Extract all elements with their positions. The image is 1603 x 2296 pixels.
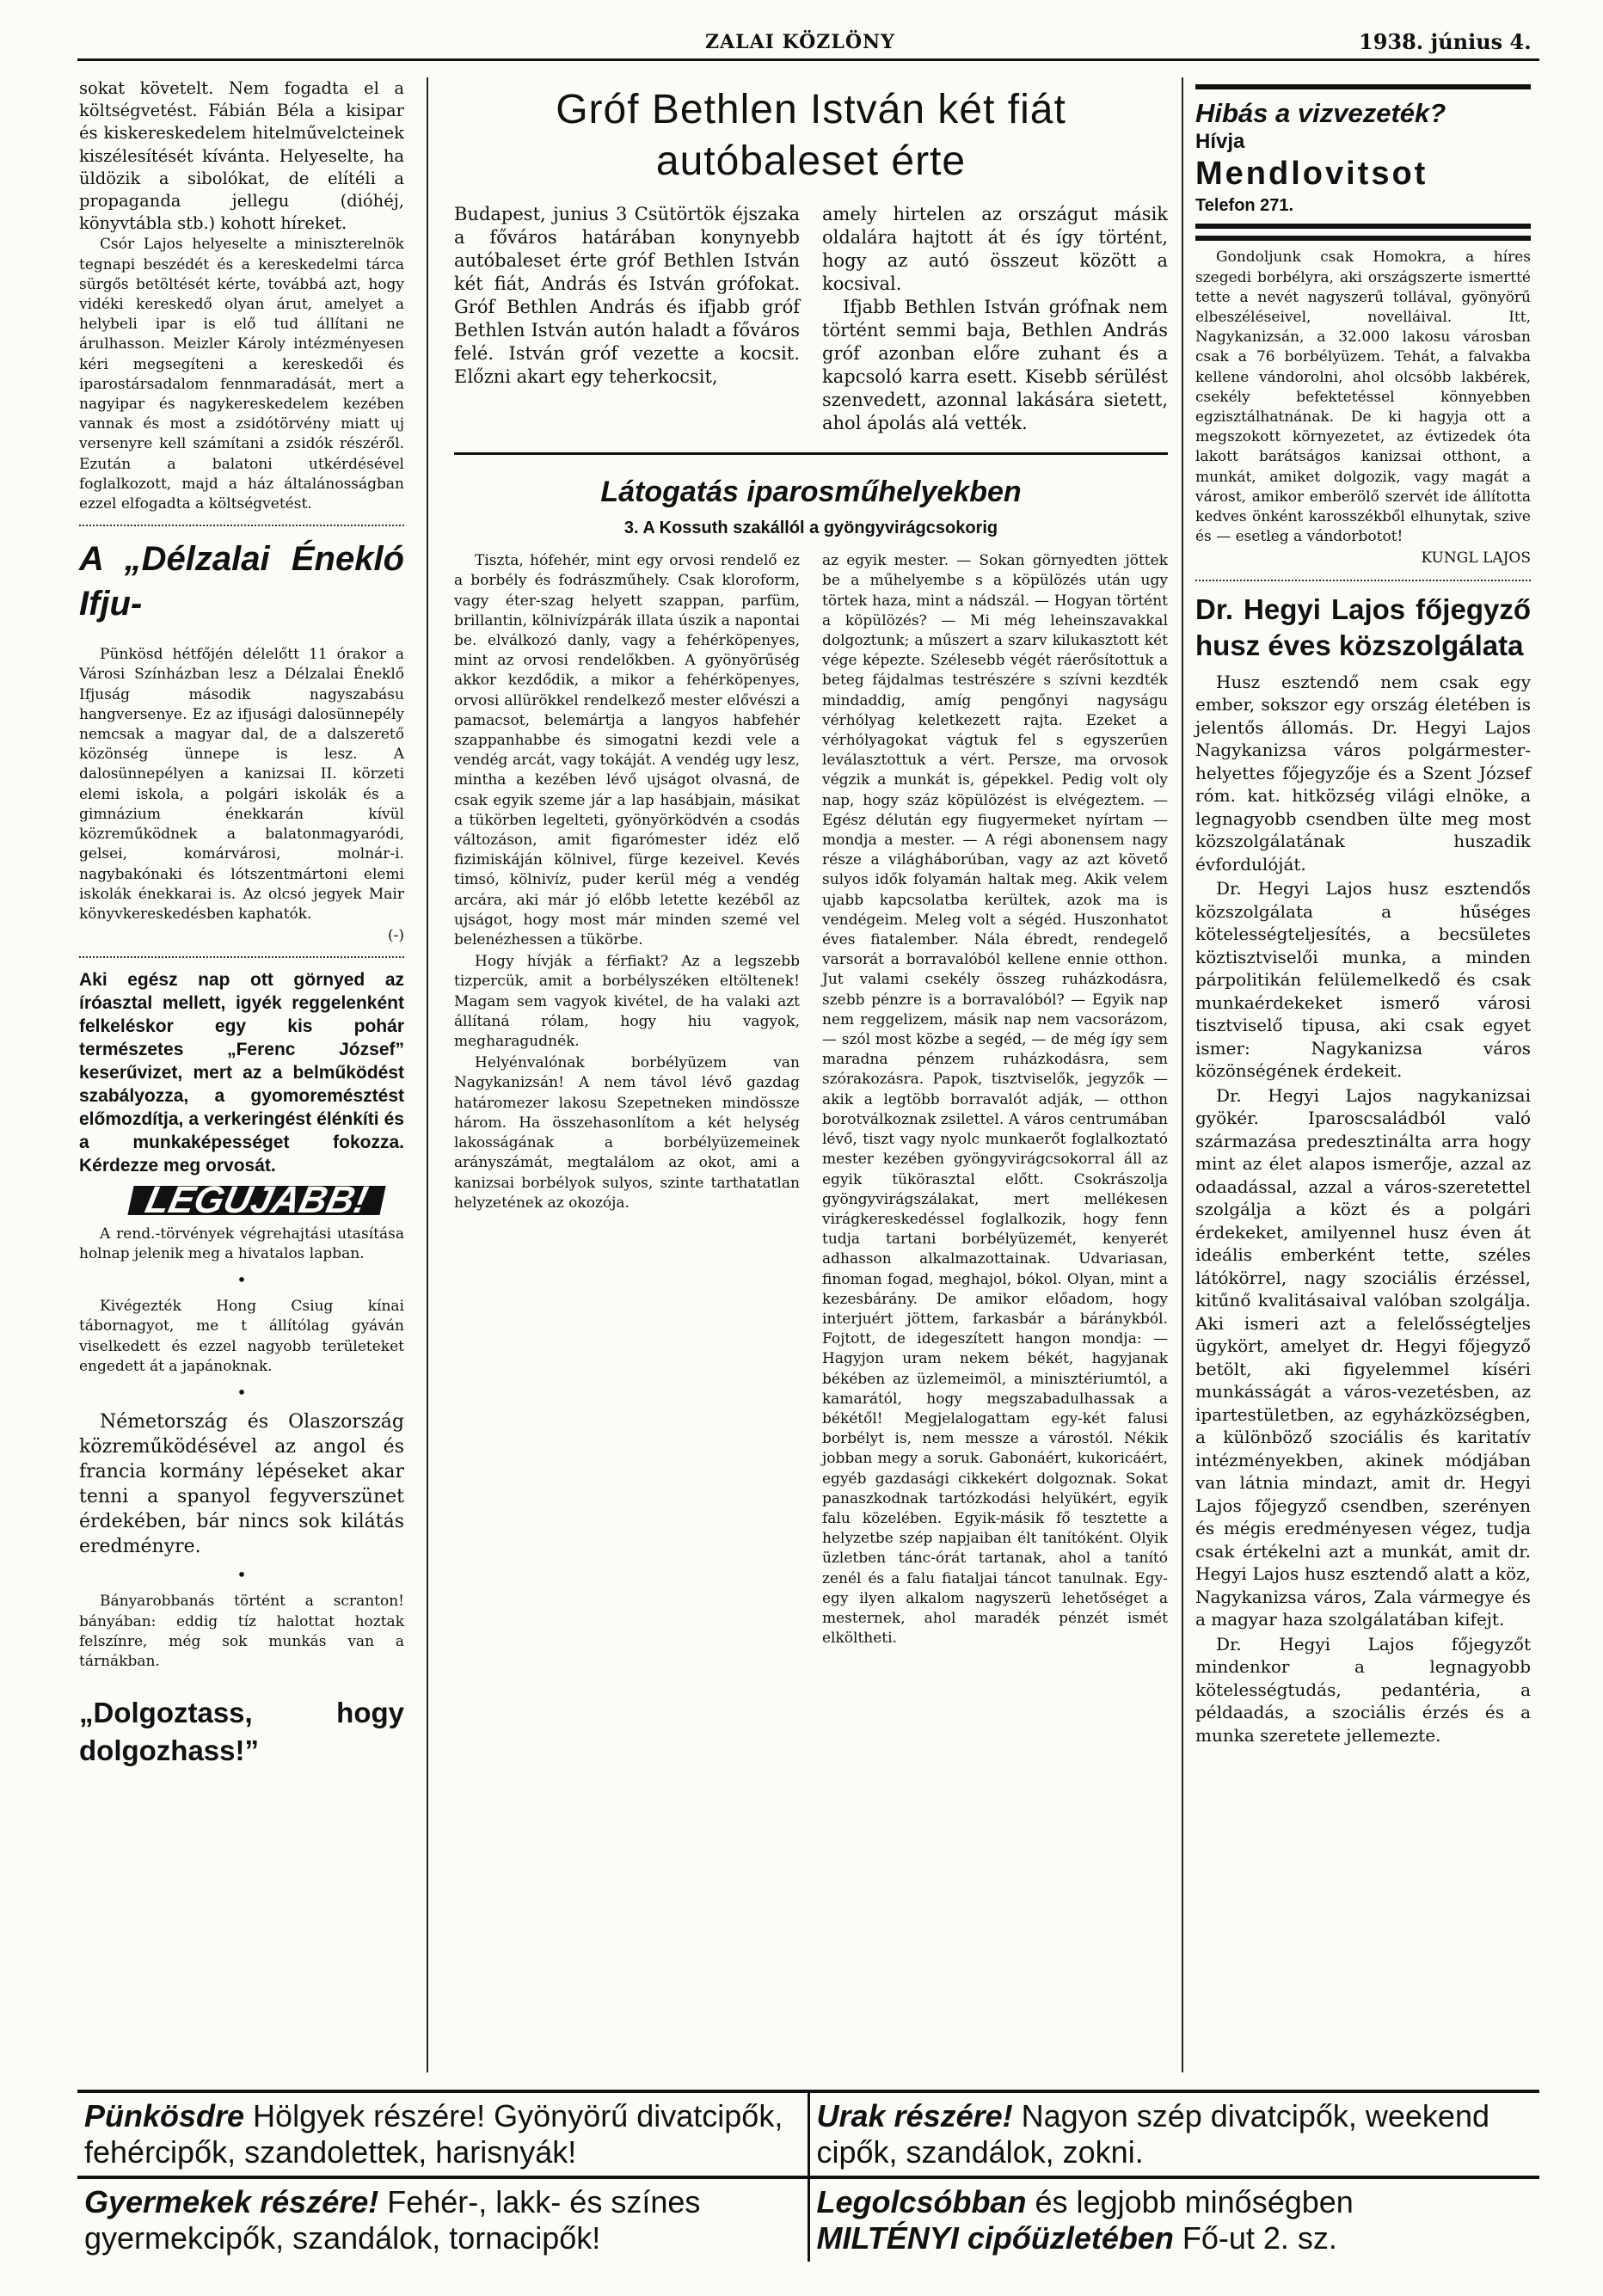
delzalai-article: Pünkösd hétfőjén délelőtt 11 órakor a Városi Színházban lesz a Délzalai Éneklő Ifjuság második nagyszabásu hangversenye. Ez az ifjusági dalosünnepély nemcsak a magyar dal, de a dalszerető közönség ünnepe is lesz. A dalosünnepélyen a kanizsai II. körzeti elemi iskola, a polgári iskolák és a gimnázium énekkarán kívül közreműködnek a balatonmagyaródi, gelsei, komárvárosi, molnár-i. nagybakónaki és lótszentmártoni elemi iskolák énekkarai is. Az olcsó jegyek Mair könyvkereskedésben kaphatók. <box>79 646 404 923</box>
divider <box>79 525 404 526</box>
issue-date: 1938. június 4. <box>1359 29 1532 54</box>
ad-miltenyi-shop: MILTÉNYI cipőüzletében <box>816 2220 1174 2256</box>
ad-miltenyi <box>810 2179 1540 2262</box>
bethlen-headline: Gróf Bethlen István két fiát autóbaleset érte <box>556 87 1066 184</box>
ad-children-key: Gyermekek részére! <box>84 2184 379 2219</box>
latogatas-left-1: Tiszta, hófehér, mint egy orvosi rendelő ez a borbély és fodrászműhely. Csak kloroform, vagy éter-szag helyett szappan, parfüm, brillantin, kölnivízpárák illata úszik a napontai be. elválkozó danly, vagy a fehérköpenyes, mint az orvosi rendelőkben. A gyönyörűség akkor kezdődik, a mikor a fehérköpenyes, orvosi allürökkel rendelkező mester elővészi a pamacsot, belemártja a langyos habfehér szappanhabbe és simogatni kezdi vele a vendég arcát, vagy tokáját. A vendég ugy lesz, mintha a kezében lévő ujságot olvasná, de csak egyik szeme jár a lap hasábjain, másikat a tükörben legelteti, gyönyörködvén a csodás változáson, amit figarómester idéz elő fizimiskáján kölnivel, fürge kezeivel. Kevés timsó, kölnivíz, puder kerül még a vendég arcára, aki már jó előbb letette kezéből az ujságot, hogy most már minden szemé vel belenézhessen a tükörbe. <box>454 552 800 949</box>
latogatas-article <box>454 551 1168 1648</box>
news-item: A rend.-törvények végrehajtási utasítása holnap jelenik meg a hivatalos lapban. <box>79 1225 404 1262</box>
ad-ladies-key: Pünkösdre <box>84 2098 245 2133</box>
ad-children-text: Fehér-, lakk- és színes gyermekcipők, szandálok, tornacipők! <box>84 2184 701 2256</box>
divider <box>1195 580 1531 581</box>
ad-men <box>810 2093 1540 2176</box>
vizvezetek-headline: Hibás a vizvezeték? <box>1195 98 1446 128</box>
latogatas-right: az egyik mester. — Sokan görnyedten jöttek be a műhelyembe s a köpülözés után ugy törtek haza, mint a nádszál. — Hogyan történt a köpülözés? — Mi még leheinszavakkal dolgoztunk; a műszert a szarv kilukasztott két vége képezte. Szélesebb végét ráerősítottuk a beteg fájdalmas testrészére s szívni kezdték mindaddig, amíg pengőnyi nagyságu vérhólyag keletkezett rajta. Ezeket a vérhólyagokat vágtuk fel s egyszerűen leválasztottuk a vért. Persze, ma orvosok végzik a munkát is, gépekkel. Pedig volt oly nap, hogy száz köpülözést is elvégeztem. — Egész délután egy fiugyermeket nyírtam — mondja a mester. — A régi abonensem nagy része a világháborúban, vagy az azt követő sulyos idők folyamán haltak meg. Akik velem ujabb kapcsolatba kerültek, azok ma is vendégeim. Meleg volt a ségéd. Huszonhatot éves fiatalember. Nála ébredt, rendegelő varsorát a borravalóból kellene ennie otthon. Jut valami csekély összeg ruházkodásra, szebb pénzre is a borravalóból? — Egyik nap nem reggelizem, másik nap nem vacsorázom, — szól most közbe a segéd, — de még így sem maradna pénzem ruházkodásra, sem szórakozásra. Papok, tisztviselők, jegyzők — akik a legtöbb borravalót adják, — otthon borotválkoznak zsilettel. A város centrumában lévő, tiszt vagy nyolc munkaerőt foglalkoztató mester kezében gyöngyvirágcsokorral áll az egyik tükörasztal előtt. Csokrászolja gyöngyvirágszálakat, mert mellékesen virágkereskedéssel foglalkozik, hogy fenn tudja tartani borbélyüzemét, kenyerét adhasson alkalmazottainak. Udvariasan, finoman fogad, meghajol, bókol. Olyan, mint a kezesbárány. De amikor előadom, hogy interjuért jöttem, farkasbár a báránykból. Fojtott, de idegeszített hangon mondja: — Hagyjon uram nekem békét, hagyjanak békében az üzlemeimöl, a minisztériumtól, a kamarától, hogy megszabadulhassak a békétől! Megjelalogattam egy-két falusi borbélyt is, nem messze a várostól. Nékik jobban megy a soruk. Gabonáért, kukoricáért, egyéb gazdasági cikkekért dolgoznak. Sokat panaszkodnak tartózkodási helyükért, egyik falu közelében. Egyik-másik fő tesztette a helyzetbe szép napjaiban élt tanítóként. Olyik üzletben tánc-órát tartanak, ahol a tanító zenél és a falu fiataljai táncot tanulnak. Egy-egy ilyen alkalom nagyszerü lehetőséget a mesternek, ahol maradék pénzét ismét elköltheti. <box>822 552 1168 1648</box>
latogatas-left-3: Helyénvalónak borbélyüzem van Nagykanizsán! A nem távol lévő gazdag határomezer lakosu Szepetneken mindössze három. Ha összehasonlítom a két helység lakosságának a borbélyüzemeinek arányszámát, megtalálom az okot, ami a kanizsai borbélyok sulyos, szinte tarthatatlan helyzetének az okozója. <box>454 1054 800 1212</box>
column-right <box>1195 77 1531 1748</box>
shoe-ads <box>77 2090 1539 2262</box>
budget-article-end: sokat követelt. Nem fogadta el a költségvetést. Fábián Béla a kisipar és kiskereskedelem hitelművelcteinek kiszélesítését kívánta. Helyeselte, ha üldözik a sibolókat, de elítéli a propaganda jellegu (dióhéj, könyvtábla stb.) kohott híreket. <box>79 78 404 234</box>
dolgoztass-slogan: „Dolgoztass, hogy dolgozhass!” <box>79 1697 404 1767</box>
bethlen-article <box>454 203 1168 437</box>
bullet-icon: • <box>236 1269 247 1290</box>
ad-children <box>77 2179 808 2262</box>
legujabb-logo: LEGUJABB! <box>127 1186 385 1215</box>
hegyi-par-4: Dr. Hegyi Lajos főjegyzőt mindenkor a legnagyobb kötelességtudás, pedantéria, a példaadás, a szociális érzés és a munka szeretete jellemezte. <box>1195 1633 1531 1746</box>
news-item: Németország és Olaszország közreműködésével az angol és francia kormány lépéseket akar tenni a spanyol fegyverszünet érdekében, bár nincs sok kilátás eredményre. <box>79 1411 404 1558</box>
ad-men-text: Nagyon szép divatcipők, weekend cipők, szandálok, zokni. <box>816 2098 1489 2170</box>
mendlovits-name: Mendlovitsot <box>1195 156 1428 193</box>
ferenc-jozsef-ad: Aki egész nap ott görnyed az íróasztal mellett, igyék reggelenként felkeléskor egy kis pohár természetes „Ferenc József” keserűvizet, mert az a belműködést szabályozza, a gyomoremésztést előmozdítja, a verkeringést élénkíti és a munkaképességet fokozza. Kérdezze meg orvosát. <box>79 970 404 1176</box>
latogatas-subheadline: 3. A Kossuth szakállól a gyöngyvirágcsokorig <box>623 519 998 537</box>
news-item: Bányarobbanás történt a scranton! bányában: eddig tíz halottat hoztak felszínre, még sok munkás van a tárnákban. <box>79 1593 404 1670</box>
divider <box>79 956 404 958</box>
bullet-icon: • <box>236 1565 247 1586</box>
header-rule <box>77 58 1539 61</box>
hegyi-par-1: Husz esztendő nem csak egy ember, sokszor egy ország életében is jelentős állomás. Dr. Hegyi Lajos Nagykanizsa város polgármester-helyettes főjegyzője és a Szent József róm. kat. hitközség világi elnöke, a legnagyobb csendben ülte meg most közszolgálatának huszadik évfordulóját. <box>1195 671 1531 875</box>
bethlen-article-right2: Ifjabb Bethlen István grófnak nem történt semmi baja, Bethlen András gróf azonban előre zuhant és a kapcsoló karra esett. Kisebb sérülést szenvedett, azonnal lakására sietett, ahol ápolás alá vették. <box>822 297 1168 433</box>
column-rule <box>427 77 428 2072</box>
ad-men-key: Urak részére! <box>816 2098 1013 2133</box>
hegyi-par-3: Dr. Hegyi Lajos nagykanizsai gyökér. Iparoscsaládból való származása predesztinálta arra hogy mint az élet alapos ismerője, azzal az odaadással, azzal a város-szeretettel szolgálja a közt és a polgári érdekeket, amilyennel husz éven át ideális emberként tette, széles látókörrel, nagy szociális érzéssel, kitűnő kvalitásaival valóban szolgálja. Aki ismeri azt a felelősségteljes ügykört, amelyet dr. Hegyi főjegyző betölt, aki figyelemmel kíséri munkásságát a város-vezetésben, az ipartestületben, az egyházközségben, a különböző szociális és karitatív intézményekben, akinek módjában van látnia mindazt, amit dr. Hegyi Lajos főjegyző csendben, szerényen és mégis eredményesen végez, tudja csak értékelni azt a munkát, amit dr. Hegyi Lajos husz esztendő alatt a köz, Nagykanizsa város, Zala vármegye és a magyar haza szolgálatában kifejt. <box>1195 1084 1531 1630</box>
delzalai-signature: (-) <box>387 927 404 945</box>
hegyi-headline: Dr. Hegyi Lajos főjegyző husz éves közszolgálata <box>1195 592 1531 661</box>
hegyi-par-2: Dr. Hegyi Lajos husz esztendős közszolgálata a hűséges kötelességteljesítés, a becsületes köztisztviselői munka, a minden párpolitikán felülemelkedő és csak munkaérdekeket ismerő városi tisztviselő tipusa, aki csak egyet ismer: Nagykanizsa város közönségének érdekeit. <box>1195 878 1531 1082</box>
latogatas-headline: Látogatás iparosműhelyekben <box>600 476 1022 508</box>
delzalai-headline: A „Délzalai Énekló Ifju- <box>79 540 404 623</box>
divider <box>1195 84 1531 89</box>
author-signature: KUNGL LAJOS <box>1421 549 1531 568</box>
bethlen-article-right: amely hirtelen az országut másik oldalára hajtott át és így történt, hogy az autó összeut között a kocsival. <box>822 204 1168 294</box>
borbely-continued: Gondoljunk csak Homokra, a híres szegedi borbélyra, aki országszerte ismertté tette a nevét nagyszerű tollával, gyönyörű elbeszéléseivel, novelláival. Itt, Nagykanizsán, a 32.000 lakosu városban csak a 76 borbélyüzem. Tehát, a falvakba kellene vándorolni, ahol olcsóbb lakbérek, csekély befektetéssel könnyebben egzisztálhatnának. De ki hagyja ott a megszokott környezetet, az évtizedek óta lakott barátságos kanizsai otthont, a munkát, amiket dolgozik, vagy magát a várost, amikor emberölő szervét ide állította kedves önként karosszékből elhunytak, szive és — esetleg a vándorbotot! <box>1195 249 1531 546</box>
latogatas-left-2: Hogy hívják a férfiakt? Az a legszebb tizpercük, amit a borbélyszéken eltöltenek! Magam sem vagyok kivétel, de ha valaki azt állítaná rólam, hogy hiu vagyok, megharagudnék. <box>454 953 800 1051</box>
news-item: Kivégezték Hong Csiug kínai tábornagyot, me t állítólag gyáván viselkedett és ezzel nagyobb területeket engedett át a japánoknak. <box>79 1298 404 1375</box>
ad-ladies <box>77 2093 808 2176</box>
ad-miltenyi-key: Legolcsóbban <box>816 2184 1027 2219</box>
divider <box>1195 224 1531 229</box>
divider <box>1195 236 1531 241</box>
bullet-icon: • <box>236 1382 247 1403</box>
newspaper-name: ZALAI KÖZLÖNY <box>705 31 895 53</box>
column-rule <box>1182 77 1183 2072</box>
hivja-label: Hívja <box>1195 130 1245 153</box>
bethlen-article-left: Budapest, junius 3 Csütörtök éjszaka a főváros határában konynyebb autóbaleset érte gróf Bethlen István két fiát, András és István grófokat. Gróf Bethlen András és ifjabb gróf Bethlen István autón haladt a főváros felé. István gróf vezette a kocsit. Előzni akart egy teherkocsit, <box>454 204 800 387</box>
telefon-number: Telefon 271. <box>1195 196 1294 216</box>
column-left <box>79 77 404 1770</box>
ad-miltenyi-text: és legjobb minőségben <box>1026 2184 1354 2219</box>
budget-article-continued: Csór Lajos helyeselte a miniszterelnök tegnapi beszédét és a kereskedelmi tárca sürgős betöltését kérte, továbbá azt, hogy vidéki kereskedő olyan árut, amelyet a helybeli ipar is elő tud állítani ne árulhasson. Meizler Károly intézményesen kéri megsegíteni a kereskedői és iparostársadalom fennmaradását, mert a nagyipar és nagykereskedelem kezében vannak és most a zsidótörvény miatt uj versenyre kell számítani a zsidók részéről. Ezután a balatoni utkérdésével foglalkozott, majd a ház általánosságban ezzel elfogadta a költségvetést. <box>79 236 404 513</box>
ad-miltenyi-address: Fő-ut 2. sz. <box>1173 2220 1337 2256</box>
column-middle <box>454 77 1168 1648</box>
ad-ladies-text: Hölgyek részére! Gyönyörű divatcipők, fehércipők, szandolettek, harisnyák! <box>84 2098 783 2170</box>
divider <box>454 452 1168 455</box>
